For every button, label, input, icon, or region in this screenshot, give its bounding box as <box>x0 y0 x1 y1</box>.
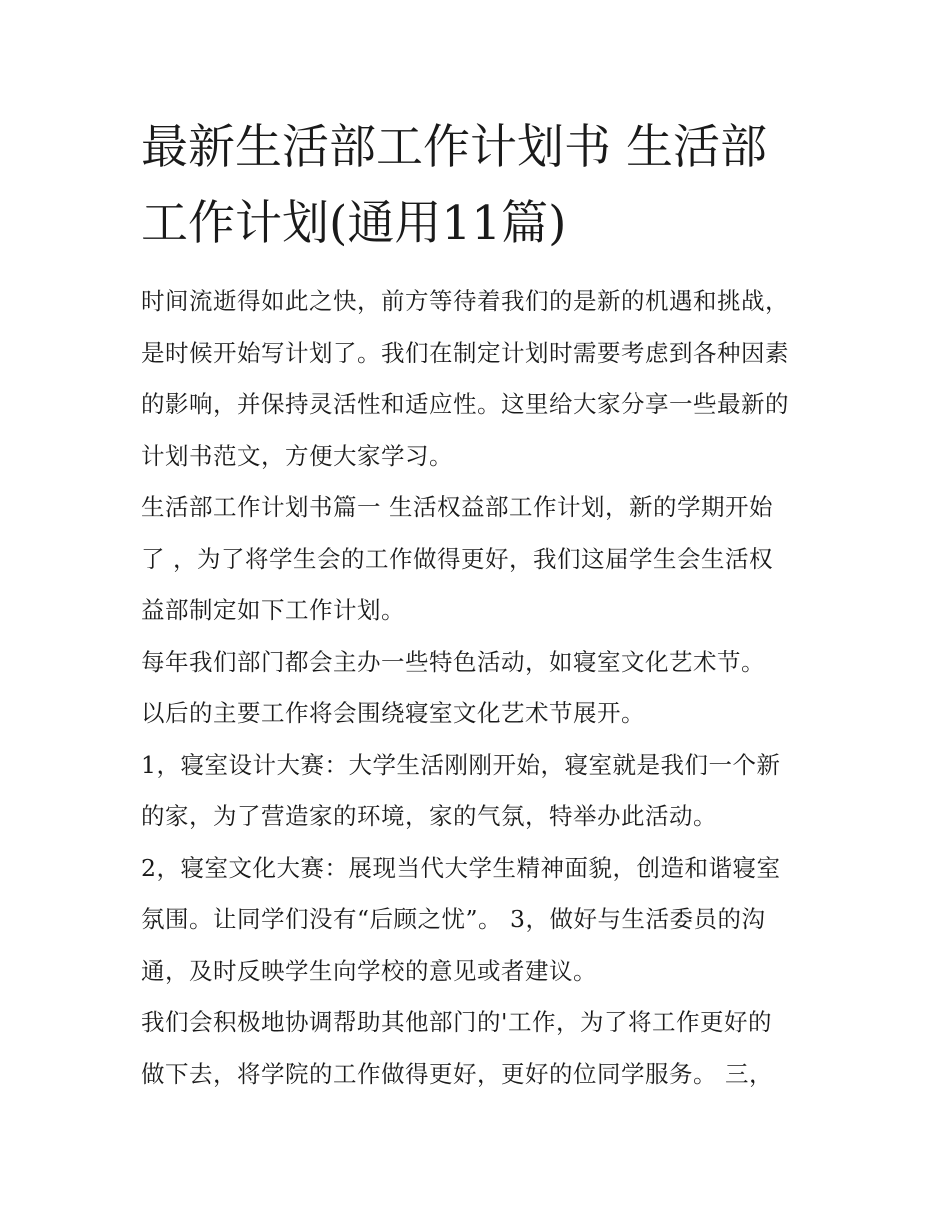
title-line-1: 最新生活部工作计划书 生活部 <box>141 120 767 175</box>
document-page <box>141 110 821 1100</box>
text-line: 我们会积极地协调帮助其他部门的'工作，为了将工作更好的 <box>141 1008 772 1036</box>
text-line: 是时候开始写计划了。我们在制定计划时需要考虑到各种因素 <box>141 338 789 367</box>
text-line: 生活部工作计划书篇一 生活权益部工作计划，新的学期开始 <box>141 493 773 521</box>
document-title <box>141 110 821 262</box>
cooperation-paragraph <box>141 997 821 1100</box>
title-line-2: 工作计划(通用11篇) <box>141 196 567 251</box>
text-line: 了 ，为了将学生会的工作做得更好，我们这届学生会生活权 <box>141 544 773 573</box>
text-line: 益部制定如下工作计划。 <box>141 596 405 624</box>
text-line: 通，及时反映学生向学校的意见或者建议。 <box>141 956 597 985</box>
text-line: 时间流逝得如此之快，前方等待着我们的是新的机遇和挑战， <box>141 287 789 315</box>
text-line: 做下去，将学院的工作做得更好，更好的位同学服务。 三， <box>141 1059 773 1088</box>
text-line: 2，寝室文化大赛：展现当代大学生精神面貌，创造和谐寝室 <box>141 853 781 882</box>
text-line: 氛围。让同学们没有“后顾之忧”。 3，做好与生活委员的沟 <box>141 905 766 933</box>
intro-paragraph <box>141 276 821 482</box>
item-1-paragraph <box>141 740 821 843</box>
section-one-paragraph <box>141 482 821 637</box>
text-line: 每年我们部门都会主办一些特色活动，如寝室文化艺术节。 <box>141 647 765 676</box>
activities-paragraph <box>141 637 821 740</box>
text-line: 的家，为了营造家的环境，家的气氛，特举办此活动。 <box>141 802 717 830</box>
text-line: 以后的主要工作将会围绕寝室文化艺术节展开。 <box>141 699 645 727</box>
item-2-paragraph <box>141 843 821 998</box>
text-line: 计划书范文，方便大家学习。 <box>141 441 453 470</box>
text-line: 1，寝室设计大赛：大学生活刚刚开始，寝室就是我们一个新 <box>141 750 781 779</box>
text-line: 的影响，并保持灵活性和适应性。这里给大家分享一些最新的 <box>141 390 789 418</box>
